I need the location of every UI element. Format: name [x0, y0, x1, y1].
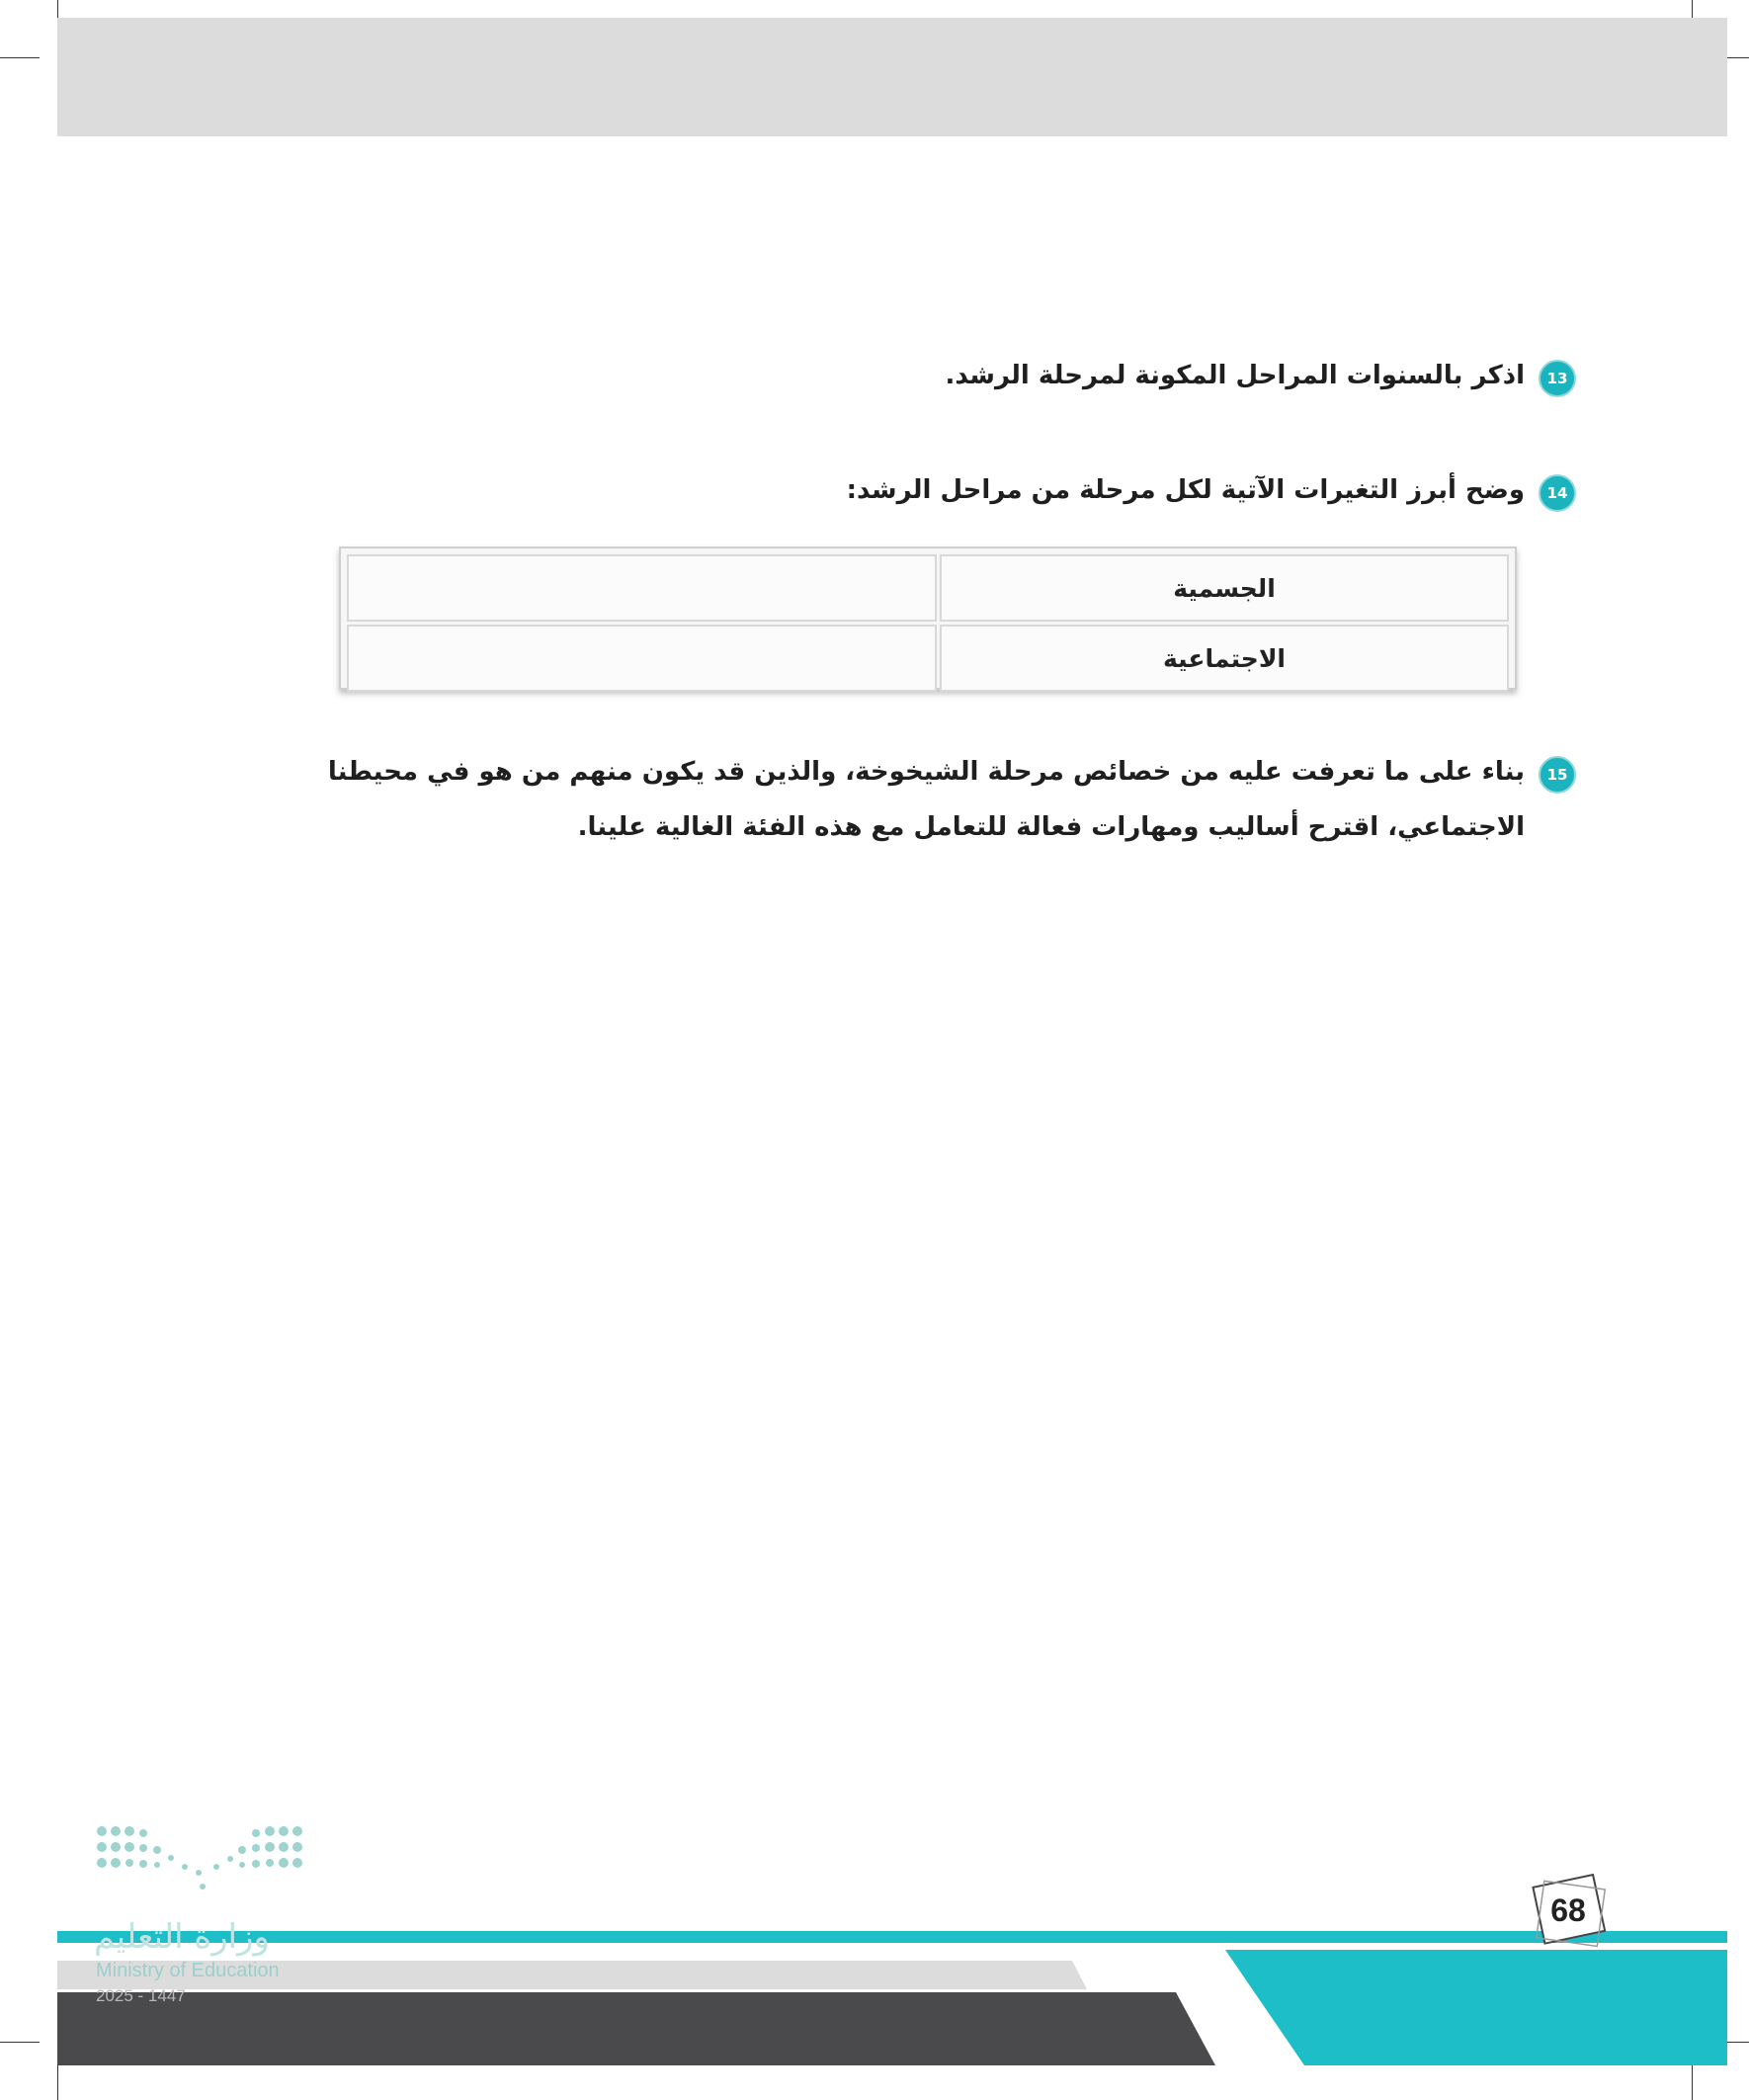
question-text: وضح أبرز التغيرات الآتية لكل مرحلة من مراحل الرشد:: [846, 475, 1525, 505]
question-number-badge: 13: [1539, 360, 1576, 397]
row-label: الجسمية: [940, 554, 1509, 622]
header-band: [57, 18, 1727, 136]
question-text: اذكر بالسنوات المراحل المكونة لمرحلة الرشد.: [945, 361, 1525, 390]
row-label: الاجتماعية: [940, 625, 1509, 692]
crop-mark: [0, 57, 40, 58]
table-row: [347, 625, 1509, 692]
answer-cell[interactable]: [347, 554, 937, 622]
footer-accent-bar: [57, 1931, 1727, 1943]
changes-table: [339, 546, 1517, 690]
table-row: [347, 554, 1509, 622]
question-number-badge: 15: [1539, 756, 1576, 794]
question-14: [847, 474, 1576, 518]
page-number: 68: [1550, 1892, 1586, 1928]
question-13: [946, 360, 1577, 403]
edition-year: 2025 - 1447: [96, 1986, 186, 2005]
question-15: [262, 756, 1576, 855]
answer-cell[interactable]: [347, 625, 937, 692]
ministry-logo-dots: [94, 1823, 311, 1897]
ministry-name-english: Ministry of Education: [96, 1960, 280, 1981]
question-number-badge: 14: [1539, 474, 1576, 512]
question-text: بناء على ما تعرفت عليه من خصائص مرحلة الشيخوخة، والذين قد يكون منهم من هو في محيطنا الاجتماعي، اقترح أساليب ومهارات فعالة للتعامل مع هذه الفئة الغالية علينا.: [327, 757, 1525, 842]
footer-band: [0, 1878, 1749, 2100]
ministry-name-arabic: وزارة التعليم: [94, 1917, 270, 1957]
